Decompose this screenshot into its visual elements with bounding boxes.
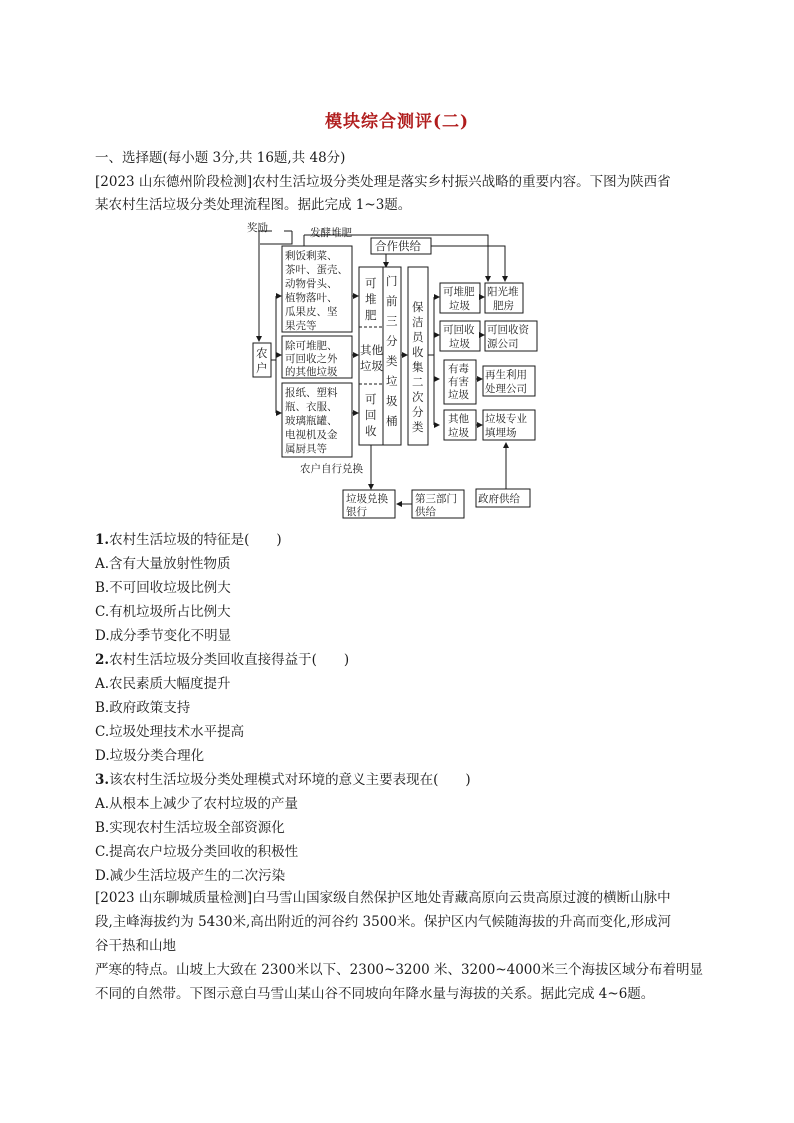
cat1-line: 瓜果皮、坚 (285, 306, 338, 318)
route-line: 垃圾 (449, 338, 470, 350)
reward-label: 奖励 (247, 222, 268, 234)
bin-recycle-char: 收 (365, 424, 377, 438)
door-bins-char: 三 (386, 314, 398, 328)
answer-option[interactable]: C.提高农户垃圾分类回收的积极性 (95, 844, 299, 860)
coop-supply-label: 合作供给 (375, 239, 421, 253)
question-text: 农村生活垃圾分类回收直接得益于( ) (109, 652, 350, 668)
waste-flow-diagram (244, 219, 544, 521)
cat2-line: 可回收之外 (285, 353, 338, 365)
ferment-label: 发酵堆肥 (310, 227, 352, 239)
bin-other-line: 垃圾 (360, 359, 383, 373)
door-bins-char: 垃 (386, 374, 398, 388)
cat3-line: 瓶、衣服、 (285, 401, 338, 413)
farmer-label-bottom: 户 (256, 361, 268, 375)
gov-supply-label: 政府供给 (478, 493, 520, 505)
cleaner-char: 员 (412, 330, 424, 344)
third-line: 供给 (415, 506, 436, 518)
dest-line: 阳光堆 (487, 286, 519, 298)
question-stem (95, 651, 349, 669)
cleaner-char: 分 (412, 405, 424, 419)
route-line: 其他 (448, 413, 469, 425)
intro-2-line-4: 严寒的特点。山坡上大致在 2300米以下、2300~3200 米、3200~4000米三个海拔区域分布着明显 (95, 962, 703, 978)
intro-2-line-1: [2023 山东聊城质量检测]白马雪山国家级自然保护区地处青藏高原向云贵高原过渡的横断山脉中 (95, 890, 671, 906)
cat1-line: 果壳等 (285, 320, 317, 332)
answer-option[interactable]: D.垃圾分类合理化 (95, 748, 205, 764)
farmer-label-top: 农 (256, 346, 268, 360)
bin-compost-char: 堆 (365, 292, 377, 306)
question-text: 该农村生活垃圾分类处理模式对环境的意义主要表现在( ) (109, 772, 471, 788)
answer-option[interactable]: B.政府政策支持 (95, 700, 191, 716)
question-number: 3. (95, 772, 110, 788)
bank-line: 银行 (346, 506, 367, 518)
answer-option[interactable]: C.垃圾处理技术水平提高 (95, 724, 245, 740)
cleaner-char: 集 (412, 360, 424, 374)
cat3-line: 属厨具等 (285, 443, 327, 455)
intro-1-line-1: [2023 山东德州阶段检测]农村生活垃圾分类处理是落实乡村振兴战略的重要内容。下图为陕西省 (95, 174, 671, 190)
route-line: 有害 (448, 376, 469, 388)
door-bins-char: 桶 (386, 414, 398, 428)
bin-recycle-char: 回 (365, 408, 377, 422)
answer-option[interactable]: A.含有大量放射性物质 (95, 556, 231, 572)
bank-line: 垃圾兑换 (346, 493, 388, 505)
answer-option[interactable]: A.农民素质大幅度提升 (95, 676, 231, 692)
answer-option[interactable]: A.从根本上减少了农村垃圾的产量 (95, 796, 299, 812)
question-text: 农村生活垃圾的特征是( ) (109, 532, 282, 548)
cleaner-char: 保 (412, 300, 424, 314)
door-bins-char: 门 (386, 274, 398, 288)
route-line: 垃圾 (448, 389, 469, 401)
intro-2-line-2: 段,主峰海拔约为 5430米,高出附近的河谷约 3500米。保护区内气候随海拔的升高而变化,形成河 (95, 914, 672, 930)
bin-other-line: 其他 (360, 343, 383, 357)
cat3-line: 电视机及金 (285, 429, 338, 441)
answer-option[interactable]: D.成分季节变化不明显 (95, 628, 232, 644)
intro-1-line-2: 某农村生活垃圾分类处理流程图。据此完成 1~3题。 (95, 197, 412, 213)
dest-line: 填埋场 (485, 427, 517, 439)
dest-line: 肥房 (493, 300, 514, 312)
cat1-line: 茶叶、蛋壳、 (285, 264, 348, 276)
question-stem (95, 531, 282, 549)
cleaner-char: 洁 (412, 315, 424, 329)
self-exchange-label: 农户自行兑换 (300, 463, 363, 475)
route-line: 可堆肥 (443, 286, 475, 298)
cat3-line: 报纸、塑料 (285, 387, 338, 399)
question-number: 2. (95, 652, 110, 668)
dest-line: 源公司 (487, 338, 519, 350)
answer-option[interactable]: B.不可回收垃圾比例大 (95, 580, 231, 596)
cleaner-char: 次 (412, 390, 424, 404)
cat1-line: 剩饭剩菜、 (285, 250, 338, 262)
cat2-line: 的其他垃圾 (285, 366, 338, 378)
dest-line: 可回收资 (487, 324, 529, 336)
intro-2-line-3: 谷干热和山地 (95, 938, 176, 954)
bin-compost-char: 肥 (365, 308, 377, 322)
cat1-line: 动物骨头、 (285, 278, 338, 290)
answer-option[interactable]: B.实现农村生活垃圾全部资源化 (95, 820, 285, 836)
answer-option[interactable]: D.减少生活垃圾产生的二次污染 (95, 868, 286, 884)
door-bins-char: 前 (386, 294, 398, 308)
answer-option[interactable]: C.有机垃圾所占比例大 (95, 604, 231, 620)
door-bins-char: 圾 (386, 394, 398, 408)
section-heading: 一、选择题(每小题 3分,共 16题,共 48分) (95, 150, 346, 166)
bin-compost-char: 可 (365, 276, 377, 290)
cat2-line: 除可堆肥、 (285, 340, 338, 352)
door-bins-char: 分 (386, 334, 398, 348)
door-bins-char: 类 (386, 354, 398, 368)
cat3-line: 玻璃瓶罐、 (285, 415, 338, 427)
cat1-line: 植物落叶、 (285, 292, 338, 304)
route-line: 垃圾 (449, 300, 470, 312)
cleaner-char: 类 (412, 420, 424, 434)
route-line: 有毒 (448, 363, 469, 375)
dest-line: 处理公司 (485, 383, 527, 395)
cleaner-char: 收 (412, 345, 424, 359)
question-number: 1. (95, 532, 110, 548)
bin-recycle-char: 可 (365, 392, 377, 406)
intro-2-line-5: 不同的自然带。下图示意白马雪山某山谷不同坡向年降水量与海拔的关系。据此完成 4~6题。 (95, 986, 655, 1002)
cleaner-char: 二 (412, 375, 424, 389)
page-title: 模块综合测评(二) (324, 112, 470, 132)
question-stem (95, 771, 471, 789)
route-line: 可回收 (443, 324, 475, 336)
dest-line: 再生利用 (485, 369, 527, 381)
dest-line: 垃圾专业 (485, 413, 527, 425)
route-line: 垃圾 (448, 427, 469, 439)
third-line: 第三部门 (415, 493, 457, 505)
